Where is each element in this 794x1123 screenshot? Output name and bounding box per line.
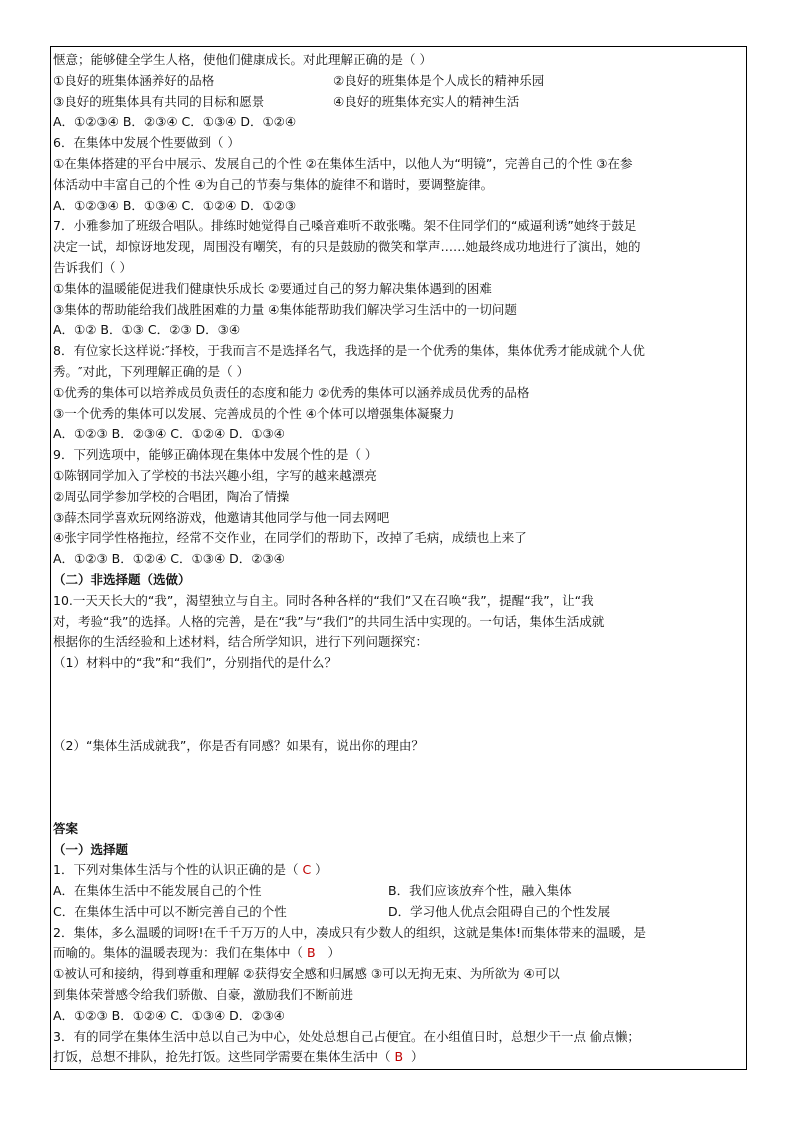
q9-stem: 9．下列选项中，能够正确体现在集体中发展个性的是（ ） [53, 447, 378, 463]
q8-options-row2: ③一个优秀的集体可以发展、完善成员的个性 ④个体可以增强集体凝聚力 [53, 405, 455, 421]
a2-line-2-text: 而喻的。集体的温暖表现为：我们在集体中（ [53, 945, 304, 961]
q8-line-2: 秀。″对此，下列理解正确的是（ ） [53, 363, 250, 379]
q10-line-2: 对，考验“我”的选择。人格的完善，是在“我”与“我们”的共同生活中实现的。一句话，集体生活成就 [53, 613, 605, 629]
a2-options-line-1: ①被认可和接纳，得到尊重和理解 ②获得安全感和归属感 ③可以无拘无束、为所欲为 ④可以 [53, 966, 560, 982]
a2-options-line-2: 到集体荣誉感令给我们骄傲、自豪，激励我们不断前进 [53, 987, 354, 1003]
q7-line-1: 7．小雅参加了班级合唱队。排练时她觉得自己嗓音难听不敢张嘴。架不住同学们的“威逼利诱”她终于鼓足 [53, 218, 637, 234]
q5-option-1: ①良好的班集体涵养好的品格 [53, 72, 215, 88]
a3-answer: B [390, 1049, 408, 1065]
q7-options-row2: ③集体的帮助能给我们战胜困难的力量 ④集体能帮助我们解决学习生活中的一切问题 [53, 301, 517, 317]
a2-choices: A．①②③ B．①②④ C．①③④ D．②③④ [53, 1007, 285, 1023]
q8-options-row1: ①优秀的集体可以培养成员负责任的态度和能力 ②优秀的集体可以涵养成员优秀的品格 [53, 384, 530, 400]
a1-close: ） [315, 862, 328, 878]
q7-choices: A．①② B．①③ C．②③ D．③④ [53, 322, 241, 338]
q10-subquestion-2: （2）“集体生活成就我”，你是否有同感？如果有，说出你的理由？ [53, 737, 424, 753]
q9-option-2: ②周弘同学参加学校的合唱团，陶冶了情操 [53, 488, 290, 504]
a1-option-a: A．在集体生活中不能发展自己的个性 [53, 883, 262, 899]
q6-stem: 6．在集体中发展个性要做到（ ） [53, 135, 240, 151]
q5-options-row1 [53, 71, 747, 92]
q6-line-1: ①在集体搭建的平台中展示、发展自己的个性 ②在集体生活中，以他人为“明镜”，完善自己的个性 ③在参 [53, 155, 633, 171]
q10-line-1: 10.一天天长大的“我”，渴望独立与自主。同时各种各样的“我们”又在召唤“我”，提醒“我”，让“我 [53, 592, 594, 608]
a1-stem [53, 860, 747, 881]
a1-options-row2 [53, 902, 747, 923]
q7-line-2: 决定一试，却惊讶地发现，周围没有嘲笑，有的只是鼓励的微笑和掌声……她最终成功地进行了演出，她的 [53, 239, 641, 255]
a3-line-1: 3．有的同学在集体生活中总以自己为中心，处处总想自己占便宜。在小组值日时，总想少干一点 偷点懒； [53, 1028, 640, 1044]
q6-choices: A．①②③④ B．①③④ C．①②④ D．①②③ [53, 197, 297, 213]
a2-line-2 [53, 943, 747, 964]
a2-close: ） [319, 945, 340, 961]
q8-line-1: 8．有位家长这样说:″择校，于我而言不是选择名气，我选择的是一个优秀的集体，集体优秀才能成就个人优 [53, 343, 645, 359]
q10-subquestion-1: （1）材料中的“我”和“我们”，分别指代的是什么？ [53, 655, 337, 671]
a1-answer: C [298, 862, 316, 878]
a1-stem-text: 1．下列对集体生活与个性的认识正确的是（ [53, 862, 299, 878]
q5-choices: A．①②③④ B．②③④ C．①③④ D．①②④ [53, 114, 297, 130]
q6-line-2: 体活动中丰富自己的个性 ④为自己的节奏与集体的旋律不和谐时，要调整旋律。 [53, 176, 494, 192]
q7-options-row1: ①集体的温暖能促进我们健康快乐成长 ②要通过自己的努力解决集体遇到的困难 [53, 280, 492, 296]
q5-option-4: ④良好的班集体充实人的精神生活 [333, 93, 520, 109]
a3-line-2-text: 打饭，总想不排队，抢先打饭。这些同学需要在集体生活中（ [53, 1049, 391, 1065]
answers-title: 答案 [53, 820, 79, 836]
q9-choices: A．①②③ B．①②④ C．①③④ D．②③④ [53, 551, 285, 567]
answer-space-1 [53, 674, 747, 736]
a2-line-1: 2．集体，多么温暖的词呀!在千千万万的人中，凑成只有少数人的组织，这就是集体!而集体带来的温暖，是 [53, 924, 646, 940]
answer-space-2 [53, 757, 747, 819]
q9-option-1: ①陈钢同学加入了学校的书法兴趣小组，字写的越来越漂亮 [53, 467, 377, 483]
a3-close: ） [407, 1049, 424, 1065]
q8-choices: A．①②③ B．②③④ C．①②④ D．①③④ [53, 426, 285, 442]
q5-tail: 惬意；能够健全学生人格，使他们健康成长。对此理解正确的是（ ） [53, 52, 432, 67]
a2-answer: B [303, 945, 320, 961]
q10-line-3: 根据你的生活经验和上述材料，结合所学知识，进行下列问题探究： [53, 634, 429, 650]
document-content [53, 50, 747, 1068]
q9-option-3: ③薛杰同学喜欢玩网络游戏，他邀请其他同学与他一同去网吧 [53, 509, 390, 525]
q7-line-3: 告诉我们（ ） [53, 259, 132, 275]
q5-option-3: ③良好的班集体具有共同的目标和愿景 [53, 93, 265, 109]
a3-line-2 [53, 1047, 747, 1068]
q5-options-row2 [53, 92, 747, 113]
document-frame [50, 46, 747, 1070]
a1-options-row1 [53, 881, 747, 902]
a1-option-b: B．我们应该放弃个性，融入集体 [388, 883, 572, 899]
q5-option-2: ②良好的班集体是个人成长的精神乐园 [333, 72, 545, 88]
answers-section1-title: （一）选择题 [53, 841, 129, 857]
a1-option-d: D．学习他人优点会阻碍自己的个性发展 [388, 903, 611, 919]
section2-title: （二）非选择题（选做） [53, 571, 191, 587]
a1-option-c: C．在集体生活中可以不断完善自己的个性 [53, 903, 287, 919]
q9-option-4: ④张宇同学性格拖拉，经常不交作业，在同学们的帮助下，改掉了毛病，成绩也上来了 [53, 530, 527, 546]
